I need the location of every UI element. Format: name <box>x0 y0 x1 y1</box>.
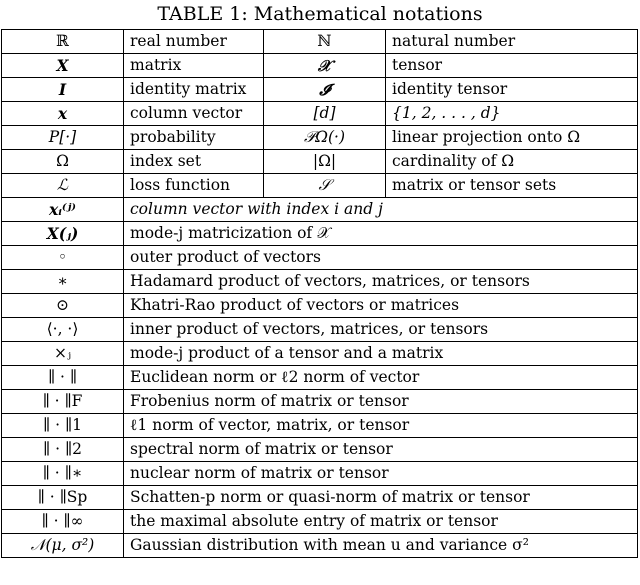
table-row <box>2 126 638 150</box>
table-row <box>2 294 638 318</box>
table-row <box>2 462 638 486</box>
description-cell: linear projection onto Ω <box>386 126 638 150</box>
table-row <box>2 438 638 462</box>
description-cell: Hadamard product of vectors, matrices, or tensors <box>124 270 638 294</box>
table-caption: TABLE 1: Mathematical notations <box>157 3 483 25</box>
symbol-cell: ℒ <box>2 174 124 198</box>
table-row <box>2 174 638 198</box>
description-cell: outer product of vectors <box>124 246 638 270</box>
table-body <box>2 30 638 558</box>
symbol-cell: 𝒳 <box>264 54 386 78</box>
symbol-cell: 𝓘 <box>264 78 386 102</box>
description-cell: Gaussian distribution with mean u and variance σ² <box>124 534 638 558</box>
symbol-cell: ℝ <box>2 30 124 54</box>
table-row <box>2 54 638 78</box>
description-cell: the maximal absolute entry of matrix or tensor <box>124 510 638 534</box>
symbol-cell: 𝒫Ω(·) <box>264 126 386 150</box>
symbol-cell: ◦ <box>2 246 124 270</box>
symbol-cell: ∥ · ∥2 <box>2 438 124 462</box>
symbol-cell: 𝑿 <box>2 54 124 78</box>
table-row <box>2 246 638 270</box>
description-cell: Schatten-p norm or quasi-norm of matrix or tensor <box>124 486 638 510</box>
symbol-cell: 𝒮 <box>264 174 386 198</box>
symbol-cell: ∥ · ∥F <box>2 390 124 414</box>
description-cell: natural number <box>386 30 638 54</box>
symbol-cell: 𝒙ᵢ⁽ʲ⁾ <box>2 198 124 222</box>
table-row <box>2 78 638 102</box>
description-cell: matrix or tensor sets <box>386 174 638 198</box>
symbol-cell: ×ⱼ <box>2 342 124 366</box>
table-row <box>2 366 638 390</box>
description-cell: identity matrix <box>124 78 264 102</box>
symbol-cell: ∥ · ∥1 <box>2 414 124 438</box>
symbol-cell: ∥ · ∥∗ <box>2 462 124 486</box>
table-row <box>2 534 638 558</box>
description-cell: column vector <box>124 102 264 126</box>
symbol-cell: 𝒩(μ, σ²) <box>2 534 124 558</box>
description-cell: Khatri-Rao product of vectors or matrices <box>124 294 638 318</box>
description-cell: mode-j product of a tensor and a matrix <box>124 342 638 366</box>
description-cell: cardinality of Ω <box>386 150 638 174</box>
table-row <box>2 510 638 534</box>
table-row <box>2 270 638 294</box>
symbol-cell: |Ω| <box>264 150 386 174</box>
description-cell: identity tensor <box>386 78 638 102</box>
table-row <box>2 486 638 510</box>
symbol-cell: ∗ <box>2 270 124 294</box>
symbol-cell: ⊙ <box>2 294 124 318</box>
description-cell: tensor <box>386 54 638 78</box>
description-cell: nuclear norm of matrix or tensor <box>124 462 638 486</box>
description-cell: Frobenius norm of matrix or tensor <box>124 390 638 414</box>
description-cell: Euclidean norm or ℓ2 norm of vector <box>124 366 638 390</box>
description-cell: index set <box>124 150 264 174</box>
mathematical-notations-table <box>1 29 638 558</box>
description-cell: matrix <box>124 54 264 78</box>
table-row <box>2 198 638 222</box>
table-row <box>2 222 638 246</box>
symbol-cell: [d] <box>264 102 386 126</box>
symbol-cell: P[·] <box>2 126 124 150</box>
table-row <box>2 102 638 126</box>
description-cell: real number <box>124 30 264 54</box>
table-row <box>2 342 638 366</box>
description-cell: loss function <box>124 174 264 198</box>
symbol-cell: Ω <box>2 150 124 174</box>
symbol-cell: ∥ · ∥ <box>2 366 124 390</box>
table-row <box>2 30 638 54</box>
symbol-cell: ∥ · ∥Sp <box>2 486 124 510</box>
description-cell: {1, 2, . . . , d} <box>386 102 638 126</box>
description-cell: ℓ1 norm of vector, matrix, or tensor <box>124 414 638 438</box>
table-row <box>2 414 638 438</box>
description-cell: inner product of vectors, matrices, or tensors <box>124 318 638 342</box>
symbol-cell: 𝑿(ⱼ) <box>2 222 124 246</box>
symbol-cell: ∥ · ∥∞ <box>2 510 124 534</box>
table-row <box>2 150 638 174</box>
description-cell: probability <box>124 126 264 150</box>
symbol-cell: 𝒙 <box>2 102 124 126</box>
description-cell: column vector with index i and j <box>124 198 638 222</box>
symbol-cell: ℕ <box>264 30 386 54</box>
table-row <box>2 390 638 414</box>
symbol-cell: ⟨·, ·⟩ <box>2 318 124 342</box>
description-cell: mode-j matricization of 𝒳 <box>124 222 638 246</box>
symbol-cell: 𝑰 <box>2 78 124 102</box>
table-row <box>2 318 638 342</box>
description-cell: spectral norm of matrix or tensor <box>124 438 638 462</box>
